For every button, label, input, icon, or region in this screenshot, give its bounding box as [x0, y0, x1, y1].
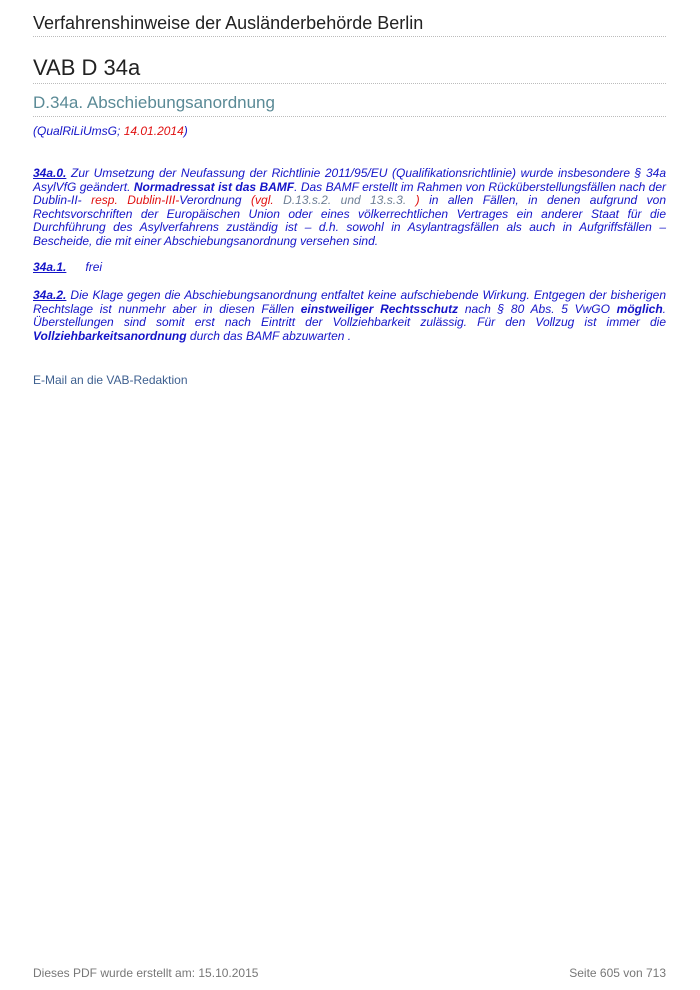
source-law: QualRiLiUmsG; — [37, 124, 121, 138]
paragraph-bold-text: Normadressat ist das BAMF — [133, 179, 295, 194]
paragraph-number-link[interactable]: 34a.2. — [33, 288, 67, 302]
source-close: ) — [183, 124, 188, 138]
paragraph-text: Verordnung — [179, 193, 252, 208]
paragraph-red-text: resp. Dublin-III- — [91, 193, 180, 208]
email-editor-link[interactable]: E-Mail an die VAB-Redaktion — [33, 373, 188, 387]
paragraph-text: durch das BAMF abzuwarten . — [186, 328, 352, 343]
footer-page-number: Seite 605 von 713 — [569, 966, 666, 980]
paragraph-bold-text: möglich — [616, 301, 663, 316]
paragraph-bold-text: einstweiliger Rechtsschutz — [300, 301, 459, 316]
title-divider — [33, 83, 666, 84]
paragraph-text: nach § 80 Abs. 5 VwGO — [458, 301, 617, 316]
cross-reference-link[interactable]: D.13.s.2. und 13.s.3. — [273, 193, 407, 208]
paragraph-red-text: (vgl. — [251, 193, 274, 208]
paragraph-34a-0 — [33, 167, 666, 249]
paragraph-34a-1 — [33, 261, 666, 275]
section-title: D.34a. Abschiebungsanordnung — [33, 93, 275, 112]
site-title: Verfahrenshinweise der Ausländerbehörde Berlin — [33, 13, 424, 33]
paragraph-34a-2 — [33, 289, 666, 343]
paragraph-number-link[interactable]: 34a.1. — [33, 260, 67, 274]
source-date: 14.01.2014 — [123, 124, 184, 138]
paragraph-text: Zur Umsetzung der Neufassung der Richtlinie 2011/95/EU (Qualifikationsrichtlinie) wurde insbesondere § 34a AsylVfG geändert. — [33, 166, 666, 194]
document-page — [33, 0, 666, 990]
section-divider — [33, 116, 666, 117]
source-reference — [33, 123, 188, 139]
paragraph-bold-text: Vollziehbarkeitsanordnung — [33, 328, 187, 343]
paragraph-text: in allen Fällen, in denen aufgrund von Rechtsvorschriften der Europäischen Union oder eines völkerrechtlichen Vertrages ein anderer Staat für die Durchführung des Asylverfahrens zuständig ist – d.h. sowohl in Asylantragsfällen als auch in Aufgriffsfällen – Bescheide, die mit einer Abschiebungsanordnung versehen sind. — [33, 193, 666, 248]
header-divider — [33, 36, 666, 37]
document-title: VAB D 34a — [33, 55, 141, 80]
paragraph-text: . Überstellungen sind somit erst nach Eintritt der Vollziehbarkeit zulässig. Für den Vollzug ist immer die — [33, 301, 667, 330]
paragraph-number-link[interactable]: 34a.0. — [33, 166, 67, 180]
paragraph-text: frei — [85, 260, 103, 274]
paragraph-red-text: ) — [406, 193, 420, 208]
footer-created-date: Dieses PDF wurde erstellt am: 15.10.2015 — [33, 966, 259, 980]
paragraph-text: . Das BAMF erstellt im Rahmen von Rücküberstellungsfällen nach der Dublin-II- — [33, 179, 667, 208]
paragraph-text: Die Klage gegen die Abschiebungsanordnung entfaltet keine aufschiebende Wirkung. Entgegen der bisherigen Rechtslage ist nunmehr aber in diesen Fällen — [33, 288, 666, 316]
source-open: ( — [33, 124, 37, 138]
